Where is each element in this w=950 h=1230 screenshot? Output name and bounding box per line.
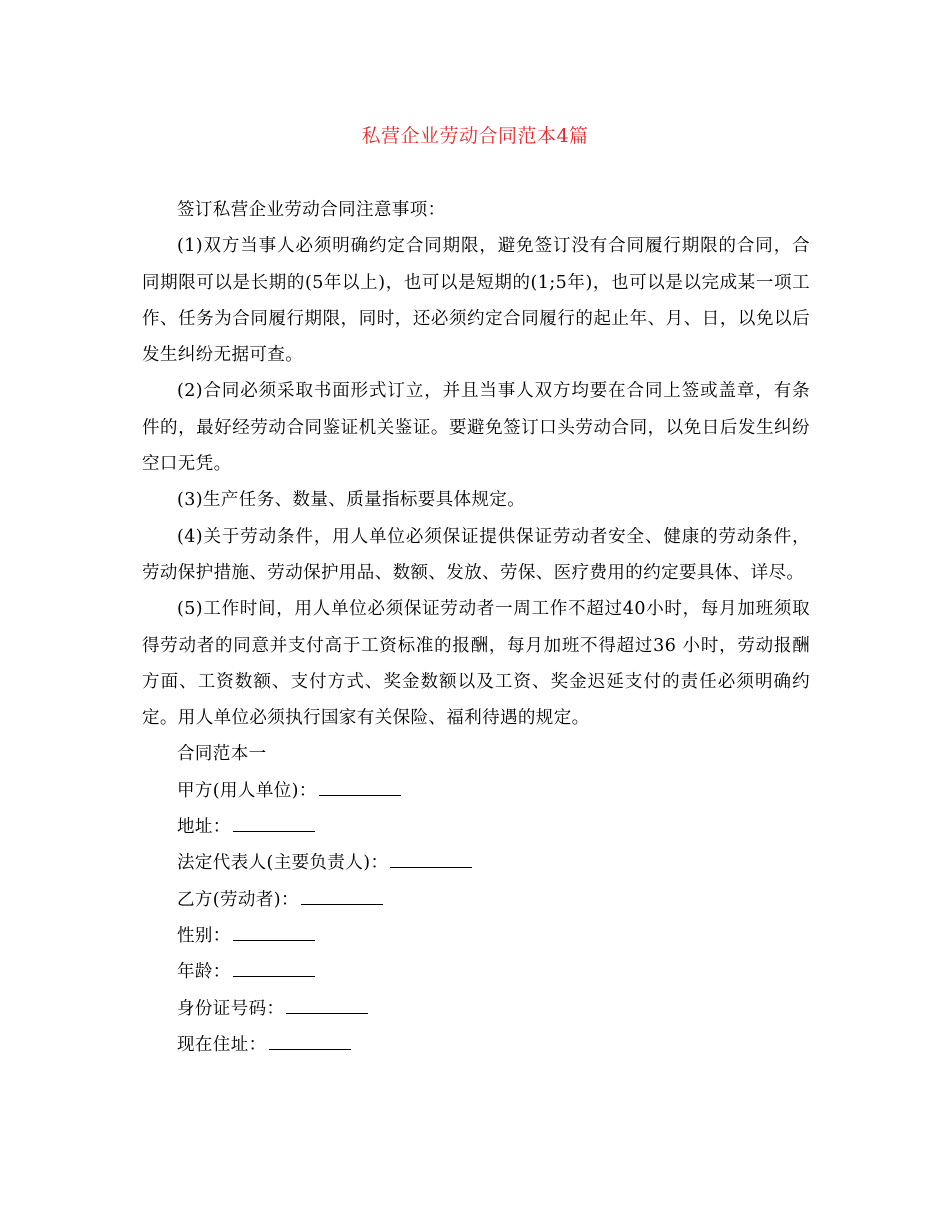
field-label: 地址： <box>177 817 231 838</box>
form-field-current-address <box>142 1027 810 1063</box>
field-label: 性别： <box>177 925 231 946</box>
document-body <box>142 192 810 1063</box>
intro-paragraph: 签订私营企业劳动合同注意事项： <box>177 200 446 220</box>
notice-item-1: (1)双方当事人必须明确约定合同期限，避免签订没有合同履行期限的合同，合同期限可以是长期的(5年以上)，也可以是短期的(1;5年)，也可以是以完成某一项工作、任务为合同履行期限，同时，还必须约定合同履行的起止年、月、日，以免以后发生纠纷无据可查。 <box>142 236 810 366</box>
form-field-legal-representative <box>142 845 810 881</box>
notice-item-5: (5)工作时间，用人单位必须保证劳动者一周工作不超过40小时，每月加班须取得劳动者的同意并支付高于工资标准的报酬，每月加班不得超过36 小时，劳动报酬方面、工资数额、支付方式、奖金数额以及工资、奖金迟延支付的责任必须明确约定。用人单位必须执行国家有关保险、福利待遇的规定。 <box>142 599 810 729</box>
fill-in-blank <box>286 999 368 1014</box>
notice-item-3: (3)生产任务、数量、质量指标要具体规定。 <box>177 490 526 511</box>
form-field-id-number <box>142 991 810 1027</box>
field-label: 法定代表人(主要负责人)： <box>177 853 389 874</box>
fill-in-blank <box>269 1035 351 1050</box>
fill-in-blank <box>319 781 401 796</box>
notice-item-4: (4)关于劳动条件，用人单位必须保证提供保证劳动者安全、健康的劳动条件，劳动保护措施、劳动保护用品、数额、发放、劳保、医疗费用的约定要具体、详尽。 <box>142 526 810 583</box>
notice-item-2: (2)合同必须采取书面形式订立，并且当事人双方均要在合同上签或盖章，有条件的，最好经劳动合同鉴证机关鉴证。要避免签订口头劳动合同，以免日后发生纠纷空口无凭。 <box>142 381 810 475</box>
document-title: 私营企业劳动合同范本4篇 <box>361 125 589 147</box>
form-field-age <box>142 954 810 990</box>
field-label: 乙方(劳动者)： <box>177 889 299 910</box>
fill-in-blank <box>233 926 315 941</box>
form-field-employer <box>142 773 810 809</box>
field-label: 甲方(用人单位)： <box>177 780 317 801</box>
field-label: 年龄： <box>177 962 231 983</box>
fill-in-blank <box>233 817 315 832</box>
fill-in-blank <box>233 962 315 977</box>
fill-in-blank <box>390 853 472 868</box>
field-label: 现在住址： <box>177 1034 267 1055</box>
field-label: 身份证号码： <box>177 998 285 1019</box>
fill-in-blank <box>301 890 383 905</box>
form-field-address <box>142 809 810 845</box>
form-field-gender <box>142 918 810 954</box>
sample-heading: 合同范本一 <box>177 744 267 765</box>
form-field-employee <box>142 882 810 918</box>
